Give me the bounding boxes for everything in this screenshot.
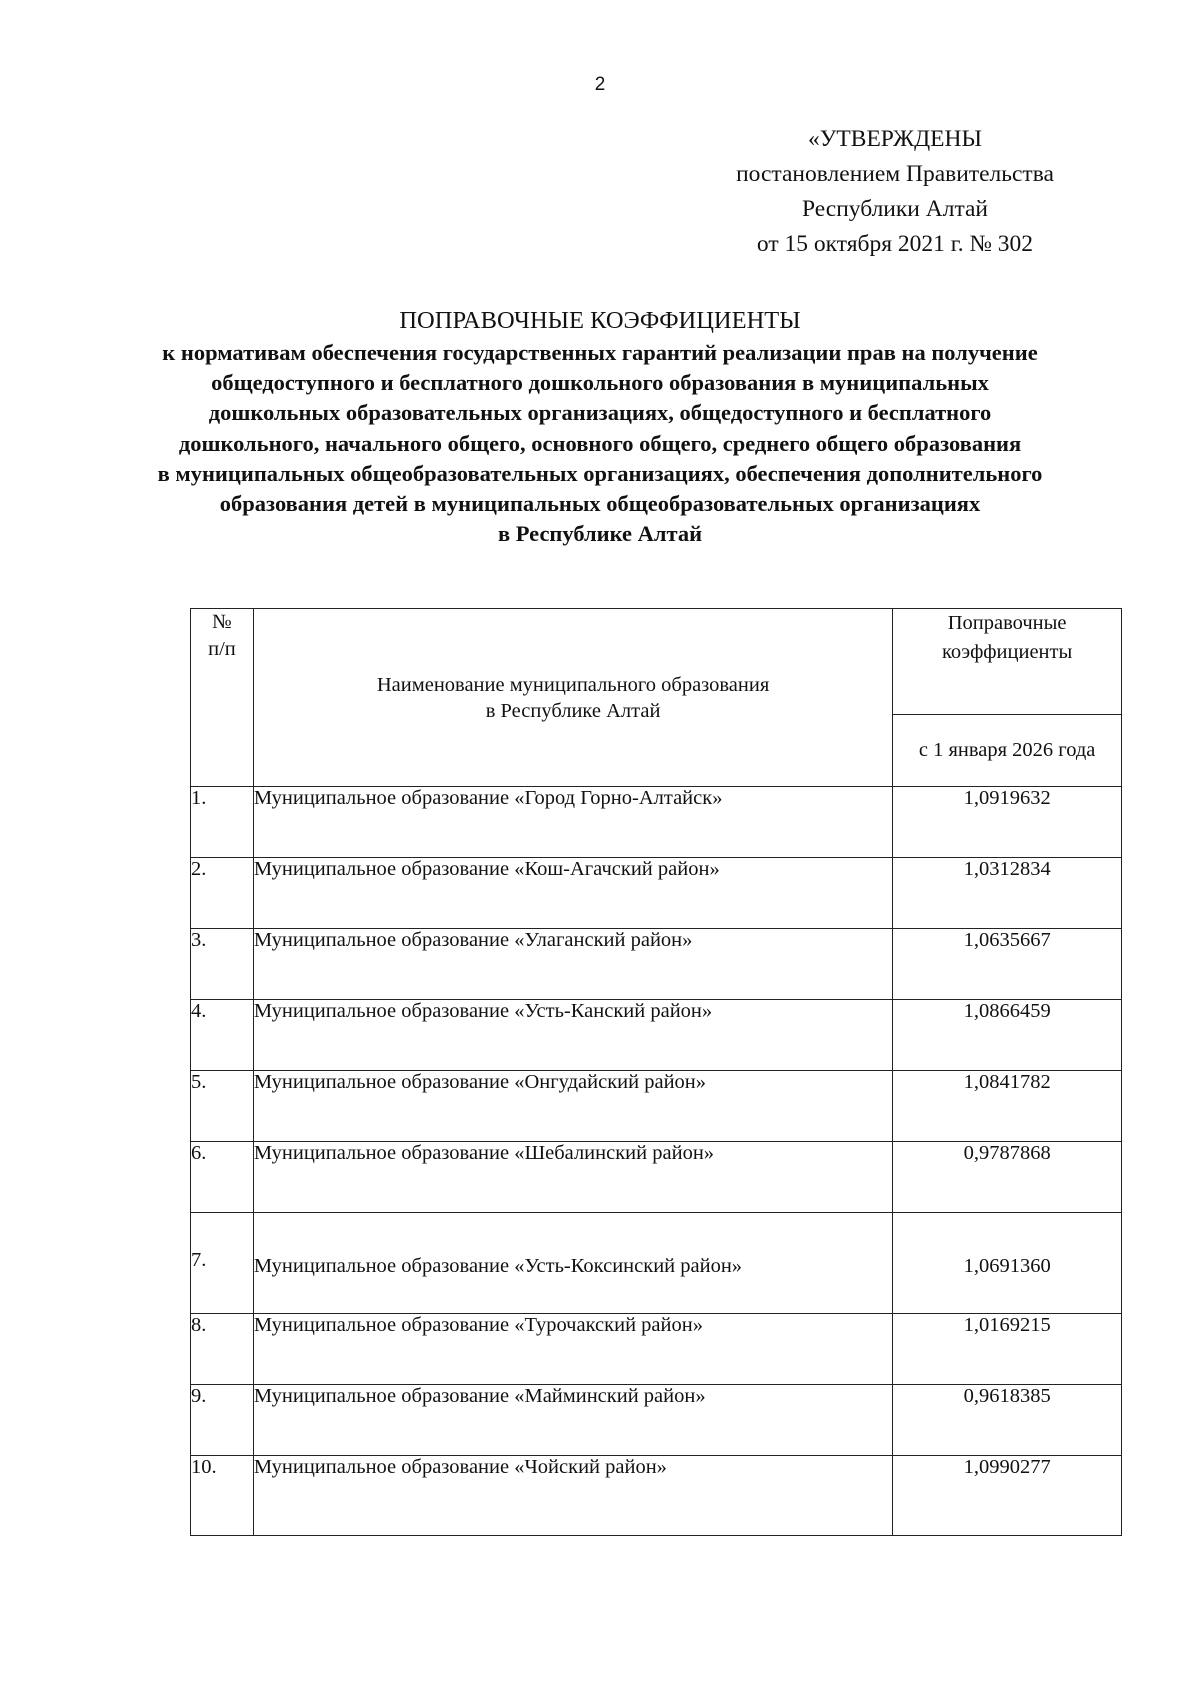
row-coefficient: 1,0866459 bbox=[893, 1000, 1122, 1071]
row-municipality: Муниципальное образование «Кош-Агачский район» bbox=[253, 858, 892, 929]
row-municipality: Муниципальное образование «Чойский район» bbox=[253, 1456, 892, 1536]
row-number: 9. bbox=[191, 1385, 254, 1456]
subtitle-line: к нормативам обеспечения государственных гарантий реализации прав на получение bbox=[162, 340, 1038, 365]
header-number-label: п/п bbox=[208, 638, 236, 660]
row-municipality: Муниципальное образование «Улаганский район» bbox=[253, 929, 892, 1000]
row-number: 7. bbox=[191, 1213, 254, 1314]
subtitle-line: дошкольного, начального общего, основного общего, среднего общего образования bbox=[178, 430, 1022, 456]
subtitle-line: в муниципальных общеобразовательных организациях, обеспечения дополнительного bbox=[157, 460, 1043, 486]
table-row bbox=[191, 1000, 1122, 1071]
row-municipality: Муниципальное образование «Город Горно-Алтайск» bbox=[253, 787, 892, 858]
approval-line-republic: Республики Алтай bbox=[801, 196, 989, 222]
row-number: 5. bbox=[191, 1071, 254, 1142]
header-number-symbol: № bbox=[212, 611, 232, 633]
approval-line-decree: постановлением Правительства bbox=[736, 161, 1054, 187]
table-row bbox=[191, 929, 1122, 1000]
table-row bbox=[191, 1314, 1122, 1385]
table-row bbox=[191, 1456, 1122, 1536]
approval-block bbox=[700, 122, 1090, 262]
table-row bbox=[191, 858, 1122, 929]
subtitle-line: образования детей в муниципальных общеобразовательных организациях bbox=[219, 491, 981, 517]
row-municipality: Муниципальное образование «Шебалинский район» bbox=[253, 1142, 892, 1213]
table-row bbox=[191, 1142, 1122, 1213]
subtitle-line: дошкольных образовательных организациях, общедоступного и бесплатного bbox=[208, 400, 992, 426]
header-municipality-line1: Наименование муниципального образования bbox=[376, 673, 770, 696]
row-coefficient: 1,0919632 bbox=[893, 787, 1122, 858]
row-coefficient: 1,0169215 bbox=[893, 1314, 1122, 1385]
row-number: 4. bbox=[191, 1000, 254, 1071]
table-row bbox=[191, 1071, 1122, 1142]
table-row bbox=[191, 787, 1122, 858]
header-coefficients bbox=[893, 609, 1122, 715]
row-coefficient: 0,9787868 bbox=[893, 1142, 1122, 1213]
row-number: 10. bbox=[191, 1456, 254, 1536]
subtitle-line: в Республике Алтай bbox=[497, 521, 703, 547]
header-date: с 1 января 2026 года bbox=[893, 715, 1122, 787]
row-number: 1. bbox=[191, 787, 254, 858]
table-header-row bbox=[191, 609, 1122, 715]
document-subtitle bbox=[100, 338, 1100, 549]
row-coefficient: 1,0635667 bbox=[893, 929, 1122, 1000]
table-row bbox=[191, 1213, 1122, 1314]
row-municipality: Муниципальное образование «Турочакский район» bbox=[253, 1314, 892, 1385]
row-municipality: Муниципальное образование «Усть-Канский район» bbox=[253, 1000, 892, 1071]
row-number: 3. bbox=[191, 929, 254, 1000]
header-municipality-line2: в Республике Алтай bbox=[485, 699, 661, 722]
row-coefficient: 1,0990277 bbox=[893, 1456, 1122, 1536]
row-coefficient: 1,0312834 bbox=[893, 858, 1122, 929]
approval-line-approved: «УТВЕРЖДЕНЫ bbox=[808, 126, 982, 152]
approval-line-date: от 15 октября 2021 г. № 302 bbox=[756, 231, 1034, 257]
header-coefficients-line1: Поправочные bbox=[947, 612, 1067, 634]
header-number bbox=[191, 609, 254, 787]
coefficients-table bbox=[190, 608, 1122, 1536]
document-title: ПОПРАВОЧНЫЕ КОЭФФИЦИЕНТЫ bbox=[399, 307, 801, 334]
row-coefficient: 1,0841782 bbox=[893, 1071, 1122, 1142]
row-number: 2. bbox=[191, 858, 254, 929]
row-number: 6. bbox=[191, 1142, 254, 1213]
page-number: 2 bbox=[594, 74, 606, 95]
row-coefficient: 0,9618385 bbox=[893, 1385, 1122, 1456]
row-municipality: Муниципальное образование «Усть-Коксинский район» bbox=[253, 1213, 892, 1314]
row-municipality: Муниципальное образование «Онгудайский район» bbox=[253, 1071, 892, 1142]
row-number: 8. bbox=[191, 1314, 254, 1385]
row-municipality: Муниципальное образование «Майминский район» bbox=[253, 1385, 892, 1456]
header-municipality bbox=[253, 609, 892, 787]
row-coefficient: 1,0691360 bbox=[893, 1213, 1122, 1314]
table-row bbox=[191, 1385, 1122, 1456]
subtitle-line: общедоступного и бесплатного дошкольного образования в муниципальных bbox=[211, 370, 989, 396]
header-coefficients-line2: коэффициенты bbox=[941, 641, 1073, 663]
